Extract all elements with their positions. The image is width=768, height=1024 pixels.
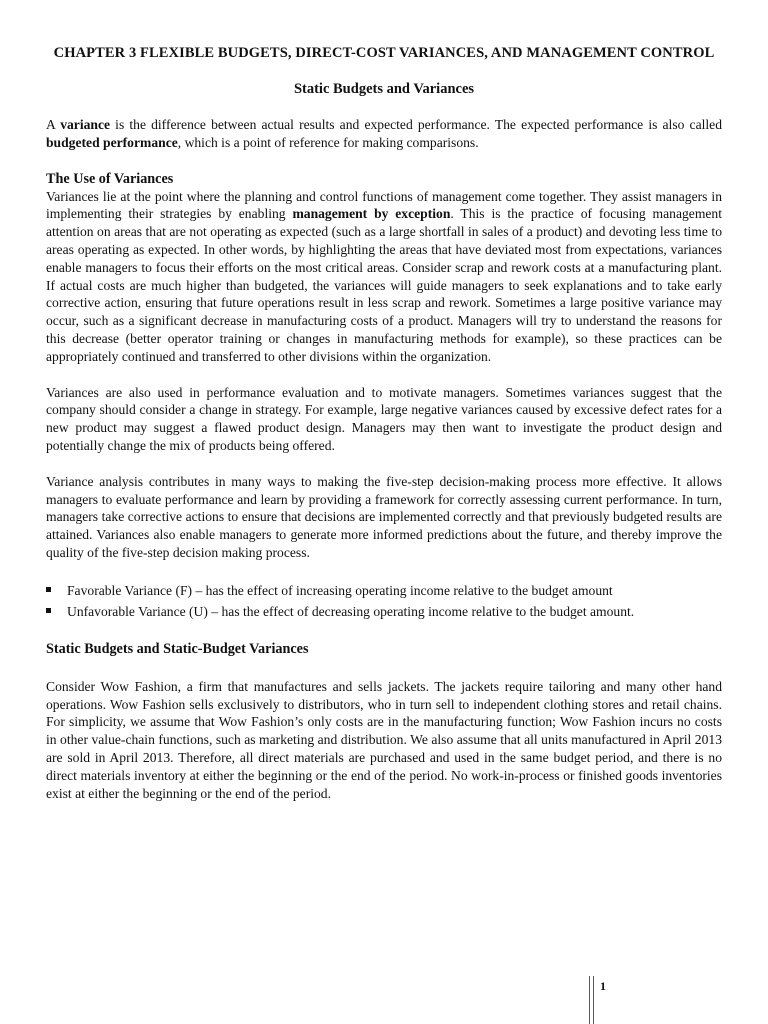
page-number: 1 <box>600 979 606 993</box>
use-paragraph-2: Variances are also used in performance evaluation and to motivate managers. Sometimes variances suggest that the company should consider a change in strategy. For example, large negative variances caused by excessive defect rates for a new product may suggest a flawed product design. Managers may then want to investigate the product design and potentially change the mix of products being offered. <box>46 384 722 453</box>
page-content <box>46 44 722 802</box>
list-item <box>46 580 722 601</box>
intro-text-1: A <box>46 117 61 132</box>
page-number-rule <box>593 976 594 1024</box>
use-paragraph-1 <box>46 188 722 366</box>
chapter-title: CHAPTER 3 FLEXIBLE BUDGETS, DIRECT-COST VARIANCES, AND MANAGEMENT CONTROL <box>53 45 715 61</box>
square-bullet-icon <box>46 608 51 613</box>
bullet-text-unfavorable: Unfavorable Variance (U) – has the effect of decreasing operating income relative to the budget amount. <box>67 603 635 619</box>
term-management-by-exception: management by exception <box>292 206 451 222</box>
variance-bullet-list <box>46 580 722 622</box>
intro-text-3: , which is a point of reference for making comparisons. <box>177 134 479 150</box>
use-para1-text-2: . This is the practice of focusing management attention on areas that are not operating as expected (such as a large shortfall in sales of a product) and devoting less time to areas operating as expected. In other words, by highlighting the areas that have deviated most from expectations, variances enable managers to focus their efforts on the most critical areas. Consider scrap and rework costs at a manufacturing plant. If actual costs are much higher than budgeted, the variances will guide managers to seek explanations and to take early corrective action, ensuring that future operations result in less scrap and rework. Sometimes a large positive variance may occur, such as a significant decrease in manufacturing costs of a product. Managers will try to understand the reasons for this decrease (better operator training or changes in manufacturing methods for example), so these practices can be appropriately continued and transferred to other divisions within the organization. <box>46 206 722 364</box>
use-of-variances-heading: The Use of Variances <box>46 170 174 187</box>
use-paragraph-3: Variance analysis contributes in many ways to making the five-step decision-making process more effective. It allows managers to evaluate performance and learn by providing a framework for correctly assessing current performance. In turn, managers take corrective actions to ensure that decisions are implemented correctly and that previously budgeted results are attained. Variances also enable managers to generate more informed predictions about the future, and thereby improve the quality of the five-step decision making process. <box>46 473 722 560</box>
static-paragraph: Consider Wow Fashion, a firm that manufactures and sells jackets. The jackets require tailoring and many other hand operations. Wow Fashion sells exclusively to distributors, who in turn sell to independent clothing stores and retail chains. For simplicity, we assume that Wow Fashion’s only costs are in the manufacturing function; Wow Fashion incurs no costs in other value-chain functions, such as marketing and distribution. We also assume that all units manufactured in April 2013 are sold in April 2013. Therefore, all direct materials are purchased and used in the same budget period, and there is no direct materials inventory at either the beginning or the end of the period. No work-in-process or finished goods inventories exist at either the beginning or the end of the period. <box>46 678 722 801</box>
square-bullet-icon <box>46 587 51 592</box>
static-budgets-heading: Static Budgets and Static-Budget Variances <box>46 640 309 657</box>
page-number-rule <box>589 976 590 1024</box>
section-title: Static Budgets and Variances <box>293 81 475 97</box>
term-budgeted-performance: budgeted performance <box>46 134 178 150</box>
intro-paragraph <box>46 116 722 152</box>
use-para1-text-1: Variances lie at the point where the planning and control functions of management come together. They assist managers in implementing their strategies by enabling <box>46 188 722 222</box>
intro-text-2: is the difference between actual results and expected performance. The expected performance is also called <box>110 117 723 132</box>
list-item <box>46 601 722 622</box>
bullet-text-favorable: Favorable Variance (F) – has the effect of increasing operating income relative to the budget amount <box>67 582 613 598</box>
term-variance: variance <box>60 117 111 132</box>
